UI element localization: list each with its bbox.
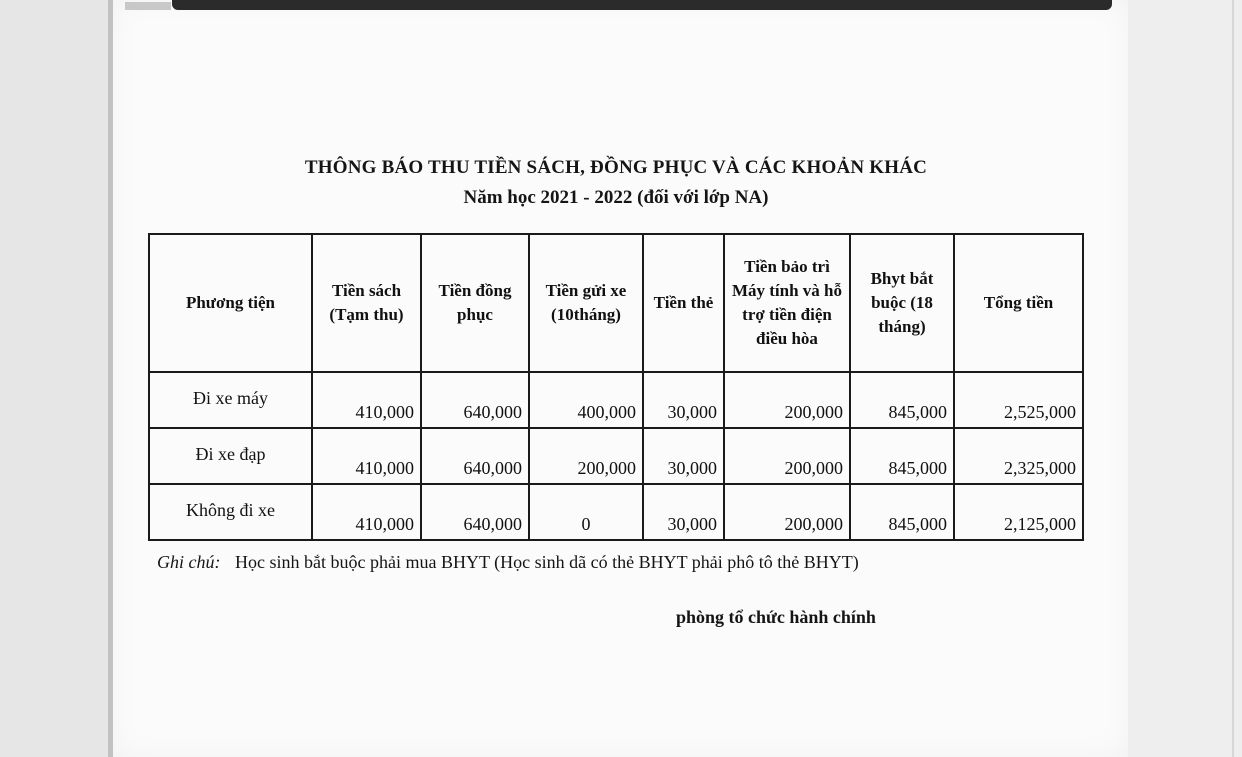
table-cell: 30,000 — [643, 428, 724, 484]
table-cell: 410,000 — [312, 484, 421, 540]
table-header-row — [149, 234, 1083, 372]
background-right — [1128, 0, 1242, 757]
table-cell: Không đi xe — [149, 484, 312, 540]
top-dark-strip — [172, 0, 1112, 10]
table-row — [149, 428, 1083, 484]
table-cell: 640,000 — [421, 372, 529, 428]
top-tab — [125, 2, 171, 10]
document-subtitle: Năm học 2021 - 2022 (đối với lớp NA) — [463, 187, 769, 208]
table-row — [149, 484, 1083, 540]
table-cell: 640,000 — [421, 484, 529, 540]
note — [157, 552, 859, 573]
table-cell: 845,000 — [850, 484, 954, 540]
header-cell: Tổng tiền — [954, 234, 1083, 372]
header-cell: Tiền bảo trì Máy tính và hỗ trợ tiền điện điều hòa — [724, 234, 850, 372]
header-cell: Tiền sách (Tạm thu) — [312, 234, 421, 372]
table-cell: 200,000 — [724, 428, 850, 484]
header-cell: Phương tiện — [149, 234, 312, 372]
table-cell: 200,000 — [529, 428, 643, 484]
table-cell: 2,525,000 — [954, 372, 1083, 428]
table-cell: 200,000 — [724, 484, 850, 540]
background-right-line — [1232, 0, 1234, 757]
fees-table — [148, 233, 1084, 541]
document-title: THÔNG BÁO THU TIỀN SÁCH, ĐỒNG PHỤC VÀ CÁC KHOẢN KHÁC — [304, 157, 928, 178]
note-text: Học sinh bắt buộc phải mua BHYT (Học sinh dã có thẻ BHYT phải phô tô thẻ BHYT) — [234, 552, 859, 572]
header-cell: Bhyt bắt buộc (18 tháng) — [850, 234, 954, 372]
header-cell: Tiền đồng phục — [421, 234, 529, 372]
table-cell: 30,000 — [643, 484, 724, 540]
table-cell: 845,000 — [850, 372, 954, 428]
table-cell: 0 — [529, 484, 643, 540]
table-cell: Đi xe máy — [149, 372, 312, 428]
table-cell: 410,000 — [312, 428, 421, 484]
header-cell: Tiền thẻ — [643, 234, 724, 372]
table-cell: 640,000 — [421, 428, 529, 484]
table-cell: 30,000 — [643, 372, 724, 428]
table-cell: 410,000 — [312, 372, 421, 428]
table-cell: Đi xe đạp — [149, 428, 312, 484]
background-left — [0, 0, 112, 757]
header-cell: Tiền gửi xe (10tháng) — [529, 234, 643, 372]
table-cell: 2,125,000 — [954, 484, 1083, 540]
signature: phòng tổ chức hành chính — [676, 607, 876, 627]
table-cell: 845,000 — [850, 428, 954, 484]
table-row — [149, 372, 1083, 428]
note-label: Ghi chú: — [157, 552, 221, 572]
table-cell: 400,000 — [529, 372, 643, 428]
table-cell: 200,000 — [724, 372, 850, 428]
table-cell: 2,325,000 — [954, 428, 1083, 484]
